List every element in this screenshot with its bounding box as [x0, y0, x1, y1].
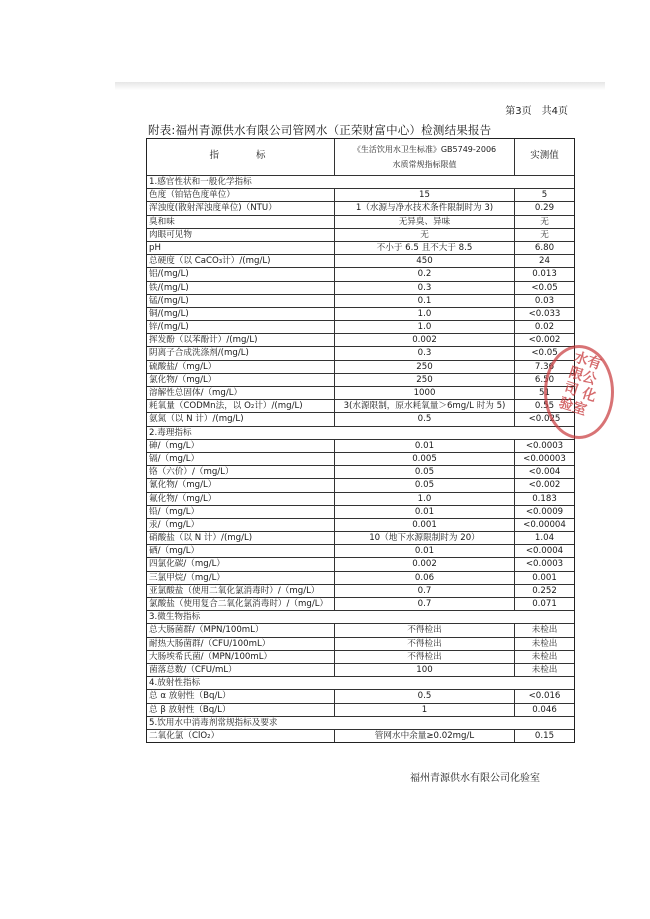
report-title: 附表:福州青源供水有限公司管网水（正荣财富中心）检测结果报告: [148, 123, 492, 137]
measured-value: 0.03: [534, 295, 555, 306]
measured-value: <0.002: [528, 335, 561, 346]
table-row: [147, 188, 574, 201]
footer-lab-name: 福州青源供水有限公司化验室: [410, 773, 540, 784]
lab-stamp: [556, 345, 614, 435]
measured-value: 7.36: [534, 361, 555, 372]
standard-limit: 10（地下水源限制时为 20）: [335, 532, 515, 544]
section-title: 5.饮用水中消毒剂常规指标及要求: [149, 717, 278, 728]
table-row: [147, 557, 574, 570]
measured-value: 无: [540, 216, 549, 227]
table-row: [147, 452, 574, 465]
indicator-name: 汞/（mg/L）: [147, 519, 335, 531]
measured-value: 0.001: [532, 572, 557, 583]
measured-value: 6.80: [534, 242, 555, 253]
measured-value: 未检出: [531, 651, 558, 662]
standard-limit: 无: [335, 229, 515, 241]
measured-value: <0.00004: [523, 519, 566, 530]
standard-limit: 0.3: [335, 282, 515, 294]
standard-limit: 450: [335, 255, 515, 267]
standard-limit: 1000: [335, 387, 515, 399]
standard-limit: 0.001: [335, 519, 515, 531]
measured-value: <0.0003: [525, 440, 564, 451]
indicator-name: 铜/(mg/L): [147, 308, 335, 320]
indicator-name: 氯化物/（mg/L）: [147, 374, 335, 386]
indicator-name: 耐热大肠菌群/（CFU/100mL）: [147, 638, 335, 650]
measured-value: <0.05: [531, 282, 558, 293]
indicator-name: 硝酸盐（以 N 计）/(mg/L): [147, 532, 335, 544]
indicator-name: 总大肠菌群/（MPN/100mL）: [147, 624, 335, 636]
standard-limit: 0.01: [335, 506, 515, 518]
measured-value: 0.15: [534, 730, 555, 741]
measured-value: 无: [540, 229, 549, 240]
indicator-name: 四氯化碳/（mg/L）: [147, 558, 335, 570]
measured-value: <0.016: [528, 691, 561, 702]
measured-value: <0.025: [528, 414, 561, 425]
measured-value: 0.183: [532, 493, 557, 504]
section-header: [147, 175, 574, 188]
section-title: 2.毒理指标: [149, 427, 192, 438]
indicator-name: 浑浊度(散射浑浊度单位)（NTU）: [147, 202, 335, 214]
measured-value: <0.002: [528, 480, 561, 491]
standard-limit: 0.2: [335, 268, 515, 280]
standard-limit: 1（水源与净水技术条件限制时为 3): [335, 202, 515, 214]
standard-limit: 无异臭、异味: [335, 216, 515, 228]
section-header: [147, 676, 574, 689]
table-row: [147, 623, 574, 636]
indicator-name: 总硬度（以 CaCO₃计）/(mg/L): [147, 255, 335, 267]
indicator-name: 铬（六价）/（mg/L）: [147, 466, 335, 478]
indicator-name: 三氯甲烷/（mg/L）: [147, 572, 335, 584]
indicator-name: 二氧化氯（ClO₂）: [147, 730, 335, 742]
measured-value: 0.013: [532, 269, 557, 280]
measured-value: 6.50: [534, 374, 555, 385]
header-standard: [335, 139, 515, 175]
indicator-name: 氨氮（以 N 计）/(mg/L): [147, 413, 335, 425]
table-row: [147, 267, 574, 280]
table-row: [147, 439, 574, 452]
standard-limit: 不得检出: [335, 624, 515, 636]
standard-limit: 0.7: [335, 585, 515, 597]
measured-value: <0.0009: [525, 506, 564, 517]
measured-value: 未检出: [531, 625, 558, 636]
standard-limit: 0.005: [335, 453, 515, 465]
measured-value: <0.0004: [525, 546, 564, 557]
standard-limit: 不小于 6.5 且不大于 8.5: [335, 242, 515, 254]
table-row: [147, 531, 574, 544]
indicator-name: 硫酸盐/（mg/L）: [147, 361, 335, 373]
indicator-name: 锰/(mg/L): [147, 295, 335, 307]
table-row: [147, 254, 574, 267]
table-header: [147, 139, 574, 175]
results-table: [146, 138, 575, 743]
indicator-name: 亚氯酸盐（使用二氧化氯消毒时）/（mg/L）: [147, 585, 335, 597]
standard-limit: 250: [335, 361, 515, 373]
table-row: [147, 663, 574, 676]
indicator-name: 氰化物/（mg/L）: [147, 479, 335, 491]
section-header: [147, 716, 574, 729]
section-header: [147, 610, 574, 623]
standard-limit: 0.01: [335, 440, 515, 452]
indicator-name: 菌落总数/（CFU/mL）: [147, 664, 335, 676]
table-row: [147, 544, 574, 557]
header-standard-line1: 《生活饮用水卫生标准》GB5749-2006: [352, 145, 497, 154]
table-row: [147, 241, 574, 254]
indicator-name: 挥发酚（以苯酚计）/(mg/L): [147, 334, 335, 346]
indicator-name: 氟化物/（mg/L）: [147, 493, 335, 505]
standard-limit: 100: [335, 664, 515, 676]
indicator-name: 镉/（mg/L）: [147, 453, 335, 465]
stamp-text: 水有限公司 化验室: [556, 349, 604, 419]
section-title: 3.微生物指标: [149, 612, 201, 623]
measured-value: 5: [541, 190, 548, 201]
measured-value: 0.046: [532, 704, 557, 715]
table-row: [147, 729, 574, 742]
indicator-name: 阴离子合成洗涤剂/(mg/L): [147, 347, 335, 359]
page-number: 第3页 共4页: [505, 106, 568, 117]
table-row: [147, 650, 574, 663]
table-row: [147, 412, 574, 425]
standard-limit: 0.1: [335, 295, 515, 307]
header-standard-line2: 水质常规指标限值: [392, 160, 457, 169]
table-row: [147, 689, 574, 702]
header-measured: 实测值: [530, 150, 559, 161]
measured-value: <0.0003: [525, 559, 564, 570]
table-row: [147, 597, 574, 610]
standard-limit: 管网水中余量≥0.02mg/L: [335, 730, 515, 742]
indicator-name: 肉眼可见物: [147, 229, 335, 241]
standard-limit: 0.05: [335, 466, 515, 478]
table-row: [147, 518, 574, 531]
table-row: [147, 346, 574, 359]
standard-limit: 1.0: [335, 493, 515, 505]
indicator-name: 溶解性总固体/（mg/L）: [147, 387, 335, 399]
standard-limit: 1.0: [335, 308, 515, 320]
table-row: [147, 703, 574, 716]
measured-value: 1.04: [534, 533, 555, 544]
indicator-name: 砷/（mg/L）: [147, 440, 335, 452]
measured-value: <0.004: [528, 467, 561, 478]
table-row: [147, 307, 574, 320]
measured-value: 0.29: [534, 203, 555, 214]
standard-limit: 0.06: [335, 572, 515, 584]
table-row: [147, 399, 574, 412]
indicator-name: 铅/（mg/L）: [147, 506, 335, 518]
measured-value: 0.55: [534, 401, 555, 412]
indicator-name: 铝/(mg/L): [147, 268, 335, 280]
indicator-name: 总 α 放射性（Bq/L）: [147, 690, 335, 702]
indicator-name: 铁/(mg/L): [147, 282, 335, 294]
measured-value: 未检出: [531, 664, 558, 675]
standard-limit: 0.05: [335, 479, 515, 491]
measured-value: 未检出: [531, 638, 558, 649]
standard-limit: 1.0: [335, 321, 515, 333]
section-header: [147, 426, 574, 439]
indicator-name: 氯酸盐（使用复合二氧化氯消毒时）/（mg/L）: [147, 598, 335, 610]
indicator-name: pH: [147, 242, 335, 254]
standard-limit: 不得检出: [335, 651, 515, 663]
standard-limit: 0.002: [335, 334, 515, 346]
standard-limit: 0.5: [335, 690, 515, 702]
indicator-name: 臭和味: [147, 216, 335, 228]
indicator-name: 硒/（mg/L）: [147, 545, 335, 557]
measured-value: 0.02: [534, 322, 555, 333]
measured-value: 0.252: [532, 585, 557, 596]
standard-limit: 0.7: [335, 598, 515, 610]
table-row: [147, 637, 574, 650]
measured-value: 24: [539, 256, 550, 267]
table-row: [147, 465, 574, 478]
indicator-name: 大肠埃希氏菌/（MPN/100mL）: [147, 651, 335, 663]
measured-value: <0.033: [528, 308, 561, 319]
section-title: 4.放射性指标: [149, 678, 201, 689]
standard-limit: 0.01: [335, 545, 515, 557]
indicator-name: 总 β 放射性（Bq/L）: [147, 704, 335, 716]
measured-value: <0.05: [531, 348, 558, 359]
table-row: [147, 505, 574, 518]
table-row: [147, 320, 574, 333]
indicator-name: 色度（铂钴色度单位）: [147, 189, 335, 201]
indicator-name: 锌/(mg/L): [147, 321, 335, 333]
table-row: [147, 571, 574, 584]
measured-value: <0.00003: [523, 453, 566, 464]
table-row: [147, 386, 574, 399]
scan-edge: [115, 82, 605, 90]
table-row: [147, 215, 574, 228]
table-row: [147, 333, 574, 346]
standard-limit: 1: [335, 704, 515, 716]
table-row: [147, 294, 574, 307]
standard-limit: 0.3: [335, 347, 515, 359]
standard-limit: 15: [335, 189, 515, 201]
table-row: [147, 201, 574, 214]
table-row: [147, 478, 574, 491]
header-indicator: 指 标: [147, 139, 335, 175]
standard-limit: 0.002: [335, 558, 515, 570]
table-row: [147, 373, 574, 386]
measured-value: 0.071: [532, 599, 557, 609]
table-row: [147, 281, 574, 294]
standard-limit: 3(水源限制，原水耗氧量＞6mg/L 时为 5): [335, 400, 515, 412]
table-row: [147, 228, 574, 241]
standard-limit: 250: [335, 374, 515, 386]
section-title: 1.感官性状和一般化学指标: [149, 177, 252, 187]
table-row: [147, 492, 574, 505]
table-row: [147, 584, 574, 597]
indicator-name: 耗氧量（CODMn法，以 O₂计）/(mg/L): [147, 400, 335, 412]
table-row: [147, 360, 574, 373]
standard-limit: 不得检出: [335, 638, 515, 650]
standard-limit: 0.5: [335, 413, 515, 425]
measured-value: 51: [539, 388, 550, 398]
